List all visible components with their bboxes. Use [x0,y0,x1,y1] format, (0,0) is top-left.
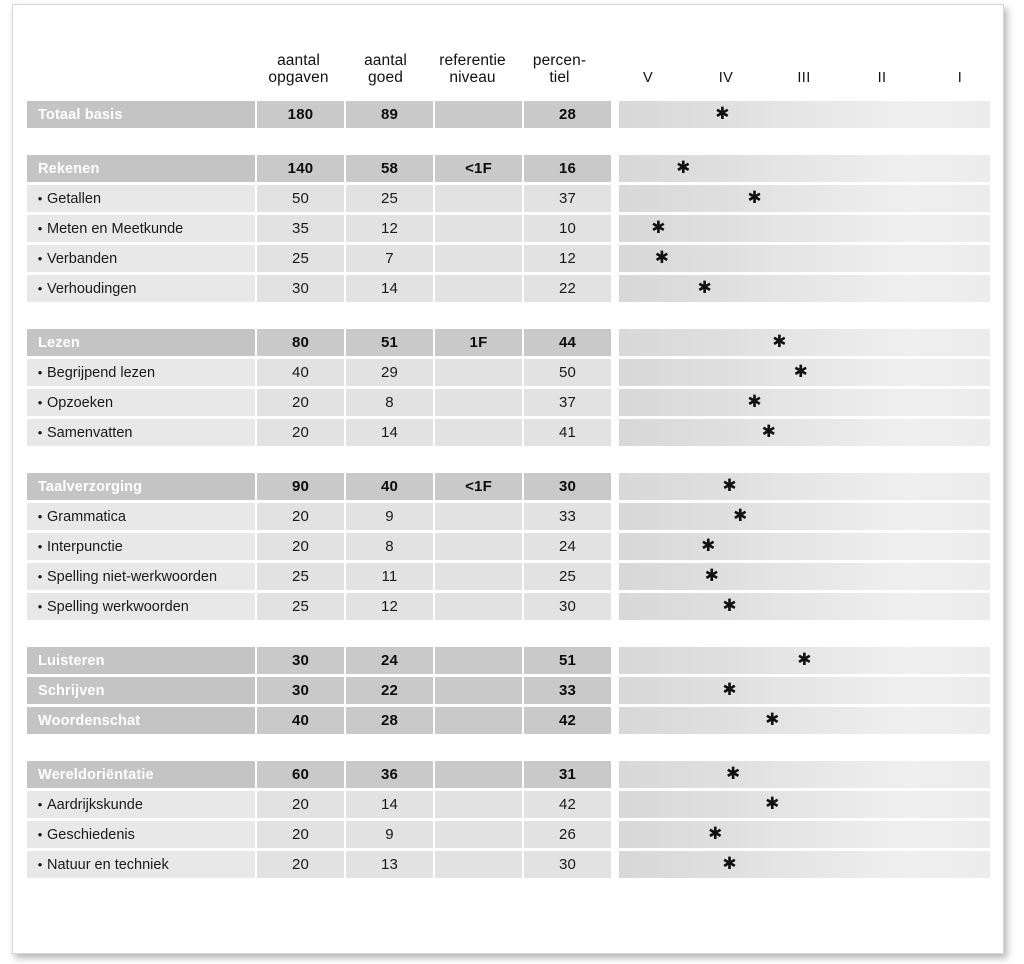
header-col-aantal-goed [342,52,429,101]
cell-aantal-opgaven: 20 [257,791,344,818]
cell-referentieniveau [435,791,522,818]
cell-aantal-goed: 7 [346,245,433,272]
table-row[interactable] [27,761,990,788]
bullet-icon: • [37,857,43,872]
table-section [27,329,990,446]
percentile-marker-icon: ✱ [708,823,723,844]
cell-referentieniveau [435,647,522,674]
row-item-label [27,851,255,878]
table-section [27,761,990,878]
cell-percentiel: 30 [524,851,611,878]
column-gap [611,245,617,272]
percentile-marker-icon: ✱ [722,595,737,616]
section-spacer [27,305,990,329]
cell-percentiel: 44 [524,329,611,356]
header-scale-levels [609,70,999,101]
cell-percentiel: 16 [524,155,611,182]
row-label-text: Samenvatten [47,424,133,441]
bullet-icon: • [37,395,43,410]
row-item-label [27,533,255,560]
cell-percentiel: 12 [524,245,611,272]
cell-aantal-opgaven: 20 [257,503,344,530]
percentile-marker-icon: ✱ [772,331,787,352]
row-label-text: Opzoeken [47,394,114,411]
section-spacer [27,737,990,761]
row-group-label: Wereldoriëntatie [27,761,255,788]
cell-aantal-goed: 58 [346,155,433,182]
header-col-referentieniveau [429,52,516,101]
row-label-text: Spelling niet-werkwoorden [47,568,218,585]
header-line-1: aantal [364,52,407,69]
table-row[interactable] [27,359,990,386]
row-label-text: Natuur en techniek [47,856,169,873]
header-col-aantal-opgaven [255,52,342,101]
cell-percentiel: 33 [524,503,611,530]
row-group-label: Taalverzorging [27,473,255,500]
table-row[interactable] [27,707,990,734]
table-row[interactable] [27,419,990,446]
cell-referentieniveau [435,503,522,530]
cell-percentiel: 24 [524,533,611,560]
bullet-icon: • [37,281,43,296]
table-header [17,9,999,101]
percentile-scale-bar [619,593,990,620]
cell-percentiel: 37 [524,389,611,416]
bullet-icon: • [37,569,43,584]
cell-percentiel: 42 [524,791,611,818]
column-gap [611,821,617,848]
row-label-text: Verbanden [47,250,118,267]
percentile-marker-icon: ✱ [765,709,780,730]
table-section [27,647,990,674]
cell-percentiel: 51 [524,647,611,674]
row-item-label [27,563,255,590]
cell-aantal-goed: 40 [346,473,433,500]
header-line-2: tiel [549,69,570,86]
cell-aantal-goed: 29 [346,359,433,386]
percentile-scale-bar [619,389,990,416]
row-item-label [27,389,255,416]
table-row[interactable] [27,185,990,212]
table-row[interactable] [27,851,990,878]
table-section [27,101,990,128]
cell-percentiel: 10 [524,215,611,242]
row-label-text: Grammatica [47,508,126,525]
column-gap [611,275,617,302]
percentile-scale-bar [619,821,990,848]
cell-referentieniveau [435,851,522,878]
cell-percentiel: 28 [524,101,611,128]
cell-aantal-opgaven: 20 [257,533,344,560]
row-group-label: Lezen [27,329,255,356]
table-row[interactable] [27,593,990,620]
cell-referentieniveau [435,563,522,590]
percentile-marker-icon: ✱ [651,217,666,238]
percentile-marker-icon: ✱ [793,361,808,382]
table-section [27,707,990,734]
table-row[interactable] [27,473,990,500]
header-line-1: aantal [277,52,320,69]
cell-percentiel: 50 [524,359,611,386]
percentile-marker-icon: ✱ [761,421,776,442]
cell-referentieniveau [435,761,522,788]
table-row[interactable] [27,821,990,848]
header-line-2: goed [368,69,403,86]
row-label-text: Meten en Meetkunde [47,220,184,237]
cell-referentieniveau [435,245,522,272]
table-row[interactable] [27,563,990,590]
percentile-scale-bar [619,761,990,788]
percentile-marker-icon: ✱ [654,247,669,268]
table-row[interactable] [27,533,990,560]
bullet-icon: • [37,251,43,266]
scale-level-i: I [957,70,963,86]
row-item-label [27,419,255,446]
row-item-label [27,503,255,530]
percentile-scale-bar [619,647,990,674]
cell-aantal-opgaven: 140 [257,155,344,182]
cell-aantal-opgaven: 20 [257,419,344,446]
column-gap [611,101,617,128]
percentile-scale-bar [619,677,990,704]
percentile-scale-bar [619,503,990,530]
percentile-scale-bar [619,563,990,590]
bullet-icon: • [37,425,43,440]
cell-aantal-opgaven: 180 [257,101,344,128]
bullet-icon: • [37,365,43,380]
row-item-label [27,821,255,848]
percentile-scale-bar [619,707,990,734]
cell-aantal-opgaven: 40 [257,707,344,734]
cell-aantal-goed: 8 [346,533,433,560]
cell-aantal-goed: 28 [346,707,433,734]
row-label-text: Verhoudingen [47,280,137,297]
cell-aantal-goed: 8 [346,389,433,416]
cell-percentiel: 25 [524,563,611,590]
percentile-marker-icon: ✱ [797,649,812,670]
cell-referentieniveau [435,821,522,848]
percentile-scale-bar [619,533,990,560]
row-label-text: Geschiedenis [47,826,135,843]
table-row[interactable] [27,677,990,704]
cell-referentieniveau [435,593,522,620]
cell-aantal-goed: 36 [346,761,433,788]
percentile-scale-bar [619,329,990,356]
column-gap [611,791,617,818]
row-item-label [27,593,255,620]
header-line-1: referentie [439,52,506,69]
row-group-label: Schrijven [27,677,255,704]
cell-aantal-opgaven: 35 [257,215,344,242]
bullet-icon: • [37,827,43,842]
cell-aantal-goed: 12 [346,215,433,242]
percentile-scale-bar [619,791,990,818]
bullet-icon: • [37,797,43,812]
percentile-scale-bar [619,851,990,878]
cell-aantal-goed: 9 [346,503,433,530]
cell-referentieniveau [435,533,522,560]
column-gap [611,419,617,446]
bullet-icon: • [37,509,43,524]
percentile-marker-icon: ✱ [697,277,712,298]
cell-aantal-goed: 9 [346,821,433,848]
column-gap [611,593,617,620]
scale-level-iii: III [797,70,811,86]
header-line-2: niveau [449,69,496,86]
header-line-2: opgaven [268,69,329,86]
cell-percentiel: 31 [524,761,611,788]
section-spacer [27,131,990,155]
row-item-label [27,275,255,302]
percentile-marker-icon: ✱ [722,853,737,874]
cell-aantal-opgaven: 30 [257,647,344,674]
cell-aantal-goed: 11 [346,563,433,590]
table-row[interactable] [27,329,990,356]
cell-aantal-goed: 51 [346,329,433,356]
column-gap [611,677,617,704]
column-gap [611,389,617,416]
column-gap [611,215,617,242]
table-row[interactable] [27,245,990,272]
cell-aantal-goed: 24 [346,647,433,674]
percentile-marker-icon: ✱ [765,793,780,814]
cell-referentieniveau [435,677,522,704]
cell-referentieniveau [435,359,522,386]
percentile-marker-icon: ✱ [747,391,762,412]
cell-referentieniveau: <1F [435,155,522,182]
scale-level-iv: IV [718,70,734,86]
cell-aantal-opgaven: 25 [257,563,344,590]
row-label-text: Aardrijkskunde [47,796,143,813]
percentile-marker-icon: ✱ [676,157,691,178]
row-item-label [27,791,255,818]
column-gap [611,503,617,530]
cell-aantal-opgaven: 25 [257,245,344,272]
percentile-marker-icon: ✱ [722,679,737,700]
column-gap [611,473,617,500]
table-row[interactable] [27,503,990,530]
percentile-scale-bar [619,185,990,212]
cell-referentieniveau [435,707,522,734]
percentile-scale-bar [619,359,990,386]
cell-aantal-goed: 89 [346,101,433,128]
cell-aantal-opgaven: 25 [257,593,344,620]
row-label-text: Interpunctie [47,538,123,555]
table-row[interactable] [27,647,990,674]
cell-aantal-goed: 14 [346,275,433,302]
report-sheet [17,9,999,949]
table-section [27,473,990,620]
cell-percentiel: 26 [524,821,611,848]
cell-aantal-opgaven: 90 [257,473,344,500]
percentile-marker-icon: ✱ [733,505,748,526]
scale-level-ii: II [877,70,887,86]
cell-percentiel: 33 [524,677,611,704]
cell-aantal-goed: 22 [346,677,433,704]
row-item-label [27,185,255,212]
cell-percentiel: 41 [524,419,611,446]
cell-referentieniveau [435,215,522,242]
column-gap [611,533,617,560]
table-row[interactable] [27,215,990,242]
column-gap [611,563,617,590]
table-section [27,677,990,704]
percentile-marker-icon: ✱ [722,475,737,496]
header-col-percentiel [516,52,603,101]
cell-referentieniveau: 1F [435,329,522,356]
column-gap [611,155,617,182]
percentile-marker-icon: ✱ [725,763,741,784]
column-gap [611,761,617,788]
cell-aantal-goed: 14 [346,419,433,446]
percentile-marker-icon: ✱ [704,565,719,586]
report-page [12,4,1004,954]
percentile-marker-icon: ✱ [747,187,762,208]
percentile-scale-bar [619,419,990,446]
row-group-label: Rekenen [27,155,255,182]
cell-aantal-opgaven: 20 [257,821,344,848]
cell-aantal-opgaven: 20 [257,389,344,416]
cell-referentieniveau [435,101,522,128]
header-line-1: percen- [532,52,587,69]
row-group-label: Luisteren [27,647,255,674]
cell-percentiel: 22 [524,275,611,302]
table-row[interactable] [27,275,990,302]
cell-aantal-opgaven: 20 [257,851,344,878]
cell-referentieniveau: <1F [435,473,522,500]
row-item-label [27,245,255,272]
cell-referentieniveau [435,419,522,446]
cell-aantal-opgaven: 80 [257,329,344,356]
section-spacer [27,449,990,473]
cell-aantal-goed: 13 [346,851,433,878]
cell-referentieniveau [435,389,522,416]
cell-referentieniveau [435,185,522,212]
column-gap [611,185,617,212]
row-item-label [27,215,255,242]
row-item-label [27,359,255,386]
cell-percentiel: 37 [524,185,611,212]
row-group-label: Totaal basis [27,101,255,128]
bullet-icon: • [37,539,43,554]
cell-aantal-opgaven: 60 [257,761,344,788]
cell-percentiel: 30 [524,593,611,620]
table-row[interactable] [27,389,990,416]
cell-aantal-opgaven: 30 [257,677,344,704]
percentile-scale-bar [619,215,990,242]
bullet-icon: • [37,599,43,614]
cell-percentiel: 42 [524,707,611,734]
column-gap [611,707,617,734]
cell-aantal-goed: 12 [346,593,433,620]
column-gap [611,851,617,878]
cell-percentiel: 30 [524,473,611,500]
percentile-marker-icon: ✱ [701,535,716,556]
percentile-scale-bar [619,275,990,302]
table-row[interactable] [27,155,990,182]
row-label-text: Getallen [47,190,102,207]
percentile-scale-bar [619,473,990,500]
cell-aantal-opgaven: 30 [257,275,344,302]
row-label-text: Spelling werkwoorden [47,598,189,615]
bullet-icon: • [37,191,43,206]
cell-aantal-goed: 25 [346,185,433,212]
table-row[interactable] [27,791,990,818]
percentile-scale-bar [619,245,990,272]
cell-aantal-opgaven: 50 [257,185,344,212]
percentile-scale-bar [619,155,990,182]
row-label-text: Begrijpend lezen [47,364,156,381]
bullet-icon: • [37,221,43,236]
column-gap [611,329,617,356]
cell-referentieniveau [435,275,522,302]
row-group-label: Woordenschat [27,707,255,734]
column-gap [611,359,617,386]
percentile-marker-icon: ✱ [715,103,730,124]
cell-aantal-opgaven: 40 [257,359,344,386]
table-section [27,155,990,302]
percentile-scale-bar [619,101,990,128]
cell-aantal-goed: 14 [346,791,433,818]
scale-level-v: V [642,70,654,86]
table-row[interactable] [27,101,990,128]
table-body [17,101,999,878]
section-spacer [27,623,990,647]
column-gap [611,647,617,674]
